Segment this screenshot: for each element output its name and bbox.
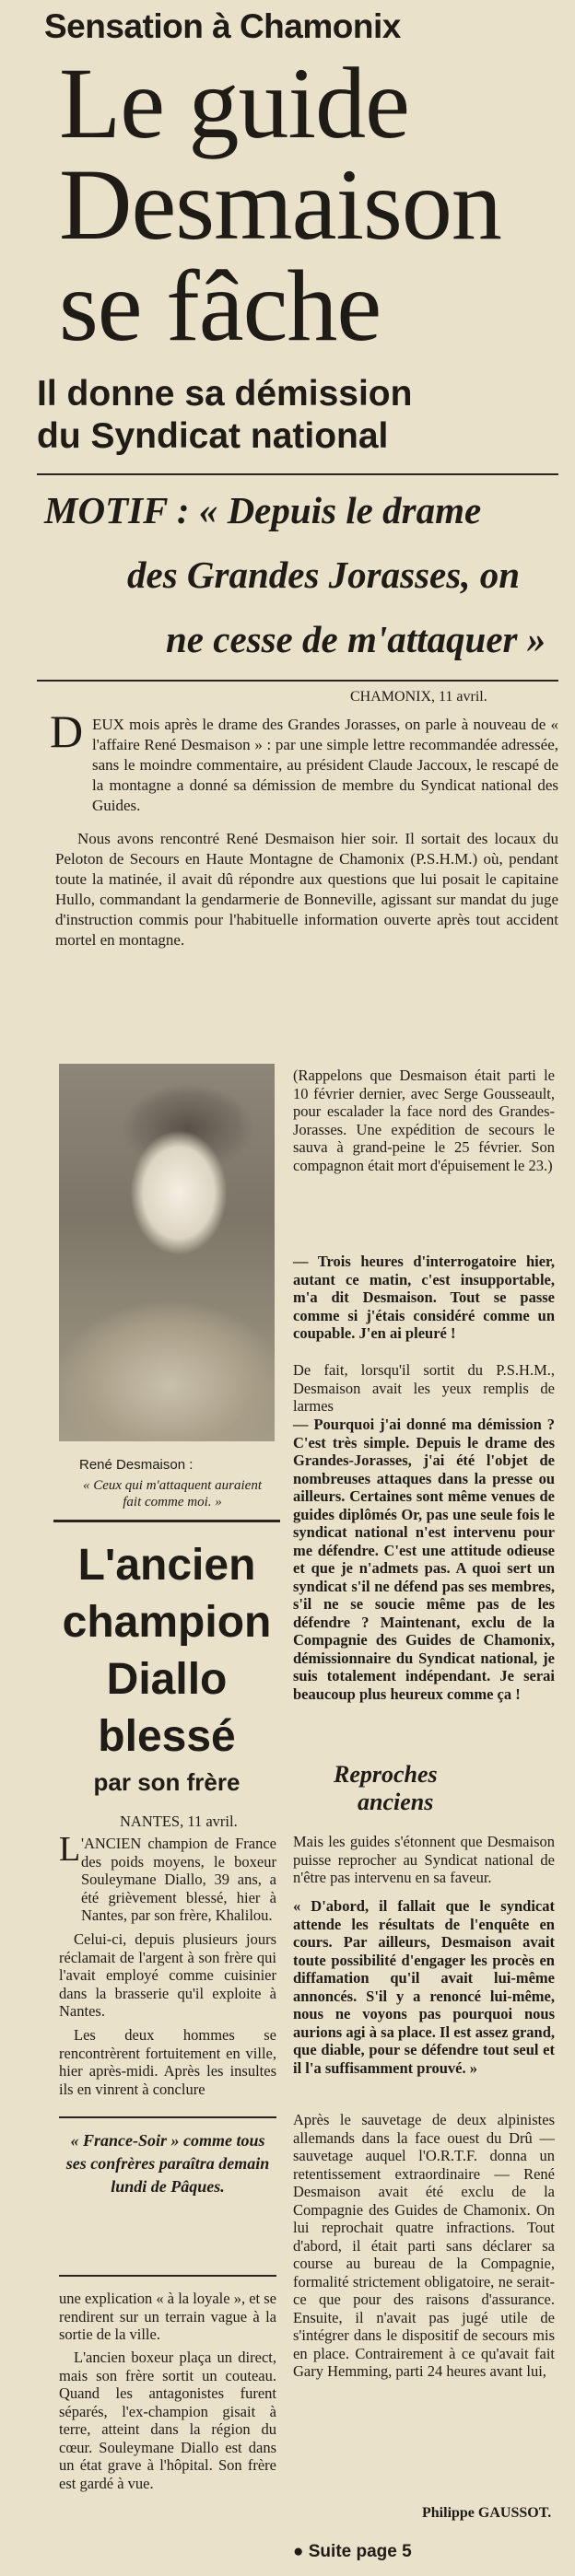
headline-line-1: Le guide [59, 47, 409, 159]
article-column-text: « D'abord, il fallait que le syndicat attende les résultats de l'enquête en cours. Par ailleurs, Desmaison avait toute possibilité d'engager les procès en diffamation qu'il avait lui-même annoncés. S'il y a renoncé lui-même, nous ne voyons pas pourquoi nous aurions agi à sa place. Il est assez grand, que diable, pour se défendre tout seul et il l'a suffisamment prouvé. » [293, 1897, 555, 2077]
sidebar-subtitle: par son frère [93, 1768, 241, 1796]
motif-line-2: des Grandes Jorasses, on [127, 554, 520, 596]
photo-caption-name: René Desmaison : [79, 1457, 194, 1473]
motif-line-3: ne cesse de m'attaquer » [166, 618, 546, 660]
notice-box [59, 2116, 276, 2277]
sidebar-text: 'ANCIEN champion de France des poids moyens, le boxeur Souleymane Diallo, 39 ans, a été grièvement blessé, hier à Nantes, par son frère, Khalilou. [81, 1835, 276, 1924]
sidebar-text: Les deux hommes se rencontrèrent fortuitement en ville, hier après-midi. Après les insultes ils en vinrent à conclure [59, 2026, 276, 2098]
sidebar-text: Celui-ci, depuis plusieurs jours réclamait de l'argent à son frère qui l'avait employé comme cuisinier dans la brasserie qu'il exploite à Nantes. [59, 1930, 276, 2020]
motif-line-1: MOTIF : « Depuis le drame [44, 489, 482, 531]
sidebar-text: L'ancien boxeur plaça un direct, mais son frère sortit un couteau. Quand les antagonistes furent séparés, l'ex-champion gisait à terre, atteint dans la région du cœur. Souleymane Diallo est dans un état grave à l'hôpital. Son frère est gardé à vue. [59, 2349, 276, 2492]
article-paragraph: Nous avons rencontré René Desmaison hier soir. Il sortait des locaux du Peloton de Secours en Haute Montagne de Chamonix (P.S.H.M.) où, pendant toute la matinée, il avait dû répondre aux questions que lui posait le capitaine Hullo, commandant la gendarmerie de Bonneville, agissant sur mandat du juge d'instruction commis pour l'habituelle information ouverte après tout accident mortel en montagne. [55, 830, 558, 949]
intro-paragraph: EUX mois après le drame des Grandes Jorasses, on parle à nouveau de « l'affaire René Desmaison » : par une simple lettre recommandée adressée, sans le moindre commentaire, au président Claude Jaccoux, le rescapé de la montagne a donné sa démission de membre du Syndicat national des Guides. [92, 716, 558, 814]
article-column-text: Après le sauvetage de deux alpinistes allemands dans la face ouest du Drû — sauvetage auquel l'O.R.T.F. donna un retentissement extraordinaire — René Desmaison avait été exclu de la Compagnie des Guides de Chamonix. On lui reprochait quatre infractions. Tout d'abord, il était parti sans déclarer sa course au bureau de la Compagnie, formalité strictement obligatoire, ne serait-ce que pour des raisons d'assurance. Ensuite, il n'avait pas jugé utile de s'intégrer dans le dispositif de secours mis en place. Contrairement à ce qu'avait fait Gary Hemming, parti 24 heures avant lui, [293, 2111, 555, 2380]
sidebar-title-line-2: champion [62, 1598, 272, 1647]
portrait-photo [59, 1064, 275, 1441]
continuation-link[interactable]: ● Suite page 5 [293, 2542, 412, 2561]
sidebar-title-line-3: Diallo [106, 1655, 228, 1704]
sidebar-drop-cap: L [59, 1830, 81, 1869]
divider [37, 473, 558, 475]
dateline: CHAMONIX, 11 avril. [350, 689, 487, 705]
divider [53, 1520, 280, 1522]
kicker-headline: Sensation à Chamonix [44, 7, 401, 45]
notice-text: « France-Soir » comme tous ses confrères paraîtra demain lundi de Pâques. [65, 2131, 270, 2196]
subheadline-line-2: du Syndicat national [37, 416, 389, 456]
drop-cap: D [50, 705, 84, 757]
article-column-text: De fait, lorsqu'il sortit du P.S.H.M., Desmaison avait les yeux remplis de larmes [293, 1361, 555, 1415]
photo-caption-quote: « Ceux qui m'attaquent auraient fait comme moi. » [82, 1478, 263, 1509]
article-column-text: Mais les guides s'étonnent que Desmaison puisse reprocher au Syndicat national de n'être pas intervenu en sa faveur. [293, 1833, 555, 1886]
article-column-text: — Pourquoi j'ai donné ma démission ? C'est très simple. Depuis le drame des Grandes-Jorasses, j'ai été l'objet de nombreuses attaques dans la presse ou ailleurs. Certaines sont même venues de guides diplômés Or, pas une seule fois le syndicat national n'est intervenu pour me défendre. C'est une attitude odieuse et que je n'admets pas. A quoi sert un syndicat s'il ne défend pas ses membres, s'il ne se soucie même pas de les défendre ? Maintenant, exclu de la Compagnie des Guides de Chamonix, démissionnaire du Syndicat national, je suis totalement indépendant. Je serai beaucoup plus heureux comme ça ! [293, 1416, 555, 1703]
headline-line-3: se fâche [59, 250, 381, 362]
sidebar-title-line-1: L'ancien [77, 1541, 256, 1590]
sidebar-title-line-4: blessé [98, 1712, 236, 1761]
headline-line-2: Desmaison [59, 148, 501, 261]
article-column-text: (Rappelons que Desmaison était parti le 10 février dernier, avec Serge Gousseault, pour escalader la face nord des Grandes-Jorasses. Une expédition de secours le sauva à grand-peine le 25 février. Son compagnon était mort d'épuisement le 23.) [293, 1067, 555, 1174]
byline: Philippe GAUSSOT. [422, 2505, 552, 2521]
sidebar-dateline: NANTES, 11 avril. [120, 1813, 238, 1830]
article-column-text: — Trois heures d'interrogatoire hier, autant ce matin, c'est insupportable, m'a dit Desmaison. Tout se passe comme si j'étais considéré comme un coupable. J'en ai pleuré ! [293, 1253, 555, 1342]
section-heading-line-1: Reproches [334, 1761, 438, 1788]
divider [37, 680, 558, 682]
subheadline-line-1: Il donne sa démission [37, 374, 413, 414]
sidebar-text: une explication « à la loyale », et se rendirent sur un terrain vague à la sortie de la ville. [59, 2290, 276, 2343]
section-heading-line-2: anciens [358, 1789, 434, 1815]
